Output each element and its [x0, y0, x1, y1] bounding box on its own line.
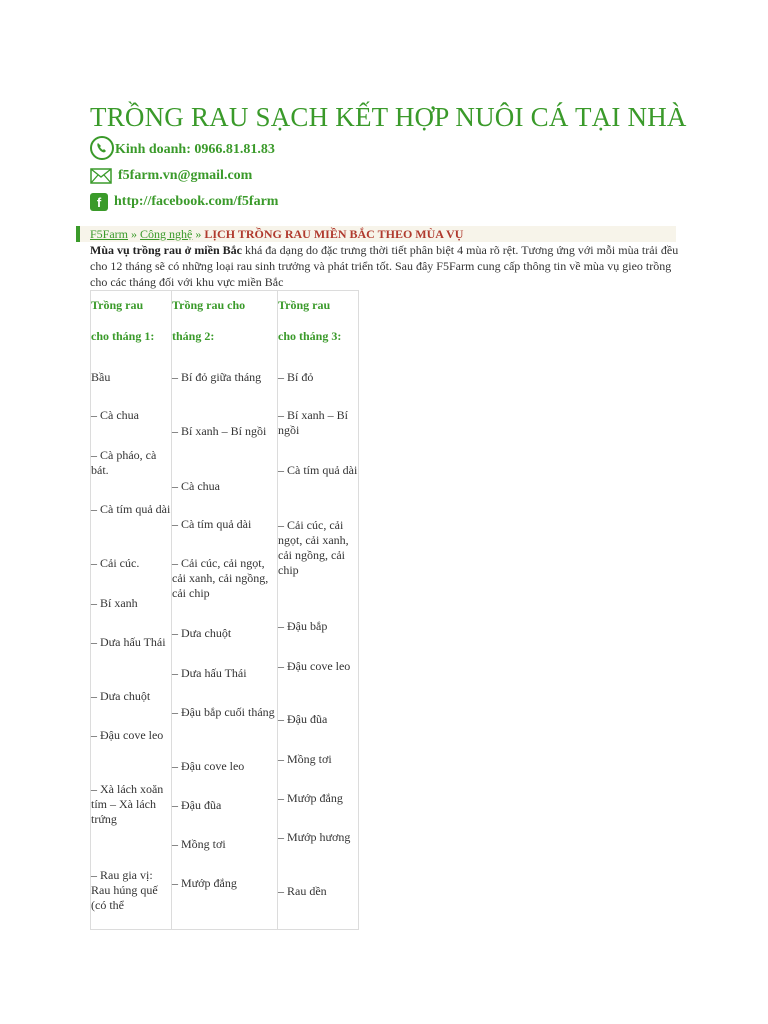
list-item: – Mướp đắng — [278, 791, 343, 805]
page-title: TRỒNG RAU SẠCH KẾT HỢP NUÔI CÁ TẠI NHÀ — [90, 102, 687, 132]
intro-bold: Mùa vụ trồng rau ở miền Bắc — [90, 243, 242, 257]
list-item: – Đậu cove leo — [172, 759, 245, 773]
list-item: – Đậu đũa — [278, 712, 328, 726]
list-item: – Cải cúc. — [91, 556, 140, 570]
list-item: – Mướp hương — [278, 830, 351, 844]
list-item: Bầu — [91, 370, 111, 384]
breadcrumb-home[interactable]: F5Farm — [90, 226, 129, 241]
contact-email[interactable] — [90, 168, 252, 184]
mail-icon — [90, 168, 112, 184]
phone-icon — [90, 136, 114, 160]
contact-phone[interactable] — [90, 138, 275, 162]
table-column-month-3 — [278, 291, 359, 929]
list-item: – Cà tím quả dài — [278, 463, 358, 477]
list-item: – Bí đỏ — [278, 370, 314, 384]
breadcrumb-marker — [76, 226, 80, 242]
list-item: – Cà chua — [172, 479, 220, 493]
contact-facebook[interactable] — [90, 193, 278, 211]
column-header-line2: tháng 2: — [172, 329, 215, 343]
list-item: – Đậu đũa — [172, 798, 222, 812]
list-item: – Xà lách xoăn tím – Xà lách trứng — [91, 782, 164, 826]
column-header-line1: Trồng rau — [278, 298, 331, 312]
facebook-icon: f — [90, 193, 108, 211]
email-text: f5farm.vn@gmail.com — [118, 168, 253, 183]
list-item: – Cà chua — [91, 408, 139, 422]
table-column-month-2 — [172, 291, 278, 929]
column-header-line2: cho tháng 3: — [278, 329, 342, 343]
table-column-month-1 — [91, 291, 172, 929]
planting-table — [90, 290, 359, 930]
list-item: – Mồng tơi — [172, 837, 226, 851]
column-header — [278, 297, 342, 343]
list-item: – Bí xanh – Bí ngồi — [172, 424, 267, 438]
list-item: – Rau dền — [278, 884, 327, 898]
facebook-link[interactable]: http://facebook.com/f5farm — [114, 194, 279, 209]
list-item: – Dưa hấu Thái — [172, 666, 247, 680]
breadcrumb-separator: » — [195, 226, 202, 241]
list-item: – Mướp đắng — [172, 876, 237, 890]
list-item: – Cà tím quả dài — [172, 517, 252, 531]
column-header-line1: Trồng rau — [91, 298, 144, 312]
list-item: – Dưa chuột — [91, 689, 151, 703]
list-item: – Đậu cove leo — [278, 659, 351, 673]
column-header-line1: Trồng rau cho — [172, 298, 246, 312]
list-item: – Đậu cove leo — [91, 728, 164, 742]
list-item: – Mồng tơi — [278, 752, 332, 766]
list-item: – Rau gia vị: Rau húng quế (có thể — [91, 868, 158, 912]
list-item: – Bí xanh – Bí ngồi — [278, 408, 349, 437]
list-item: – Bí xanh — [91, 596, 138, 610]
column-header-line2: cho tháng 1: — [91, 329, 155, 343]
list-item: – Đậu bắp cuối tháng — [172, 705, 275, 719]
list-item: – Dưa chuột — [172, 626, 232, 640]
column-header — [172, 297, 246, 343]
intro-text: khá đa dạng do đặc trưng thời tiết phân biệt 4 mùa rõ rệt. Tương ứng với mỗi mùa trải đều cho 12 tháng sẽ có những loại rau sinh trưởng và phát triển tốt. Sau đây F5Farm cung cấp thông tin về mùa vụ gieo trồng cho các tháng đối với khu vực miền Bắc — [90, 243, 679, 289]
phone-text: Kinh doanh: 0966.81.81.83 — [115, 142, 275, 157]
list-item: – Cà pháo, cà bát. — [91, 448, 157, 477]
column-header — [91, 297, 155, 343]
list-item: – Bí đỏ giữa tháng — [172, 370, 262, 384]
breadcrumb-separator: » — [131, 226, 138, 241]
breadcrumb-category[interactable]: Công nghệ — [140, 226, 193, 241]
list-item: – Cà tím quả dài — [91, 502, 171, 516]
list-item: – Cải cúc, cải ngọt, cải xanh, cải ngồng, cải chip — [172, 556, 269, 600]
breadcrumb — [76, 226, 676, 242]
breadcrumb-current: LỊCH TRỒNG RAU MIỀN BẮC THEO MÙA VỤ — [204, 226, 464, 241]
list-item: – Đậu bắp — [278, 619, 328, 633]
list-item: – Dưa hấu Thái — [91, 635, 166, 649]
intro-paragraph — [90, 242, 680, 290]
list-item: – Cải cúc, cải ngọt, cải xanh, cải ngồng, cải chip — [278, 518, 349, 577]
